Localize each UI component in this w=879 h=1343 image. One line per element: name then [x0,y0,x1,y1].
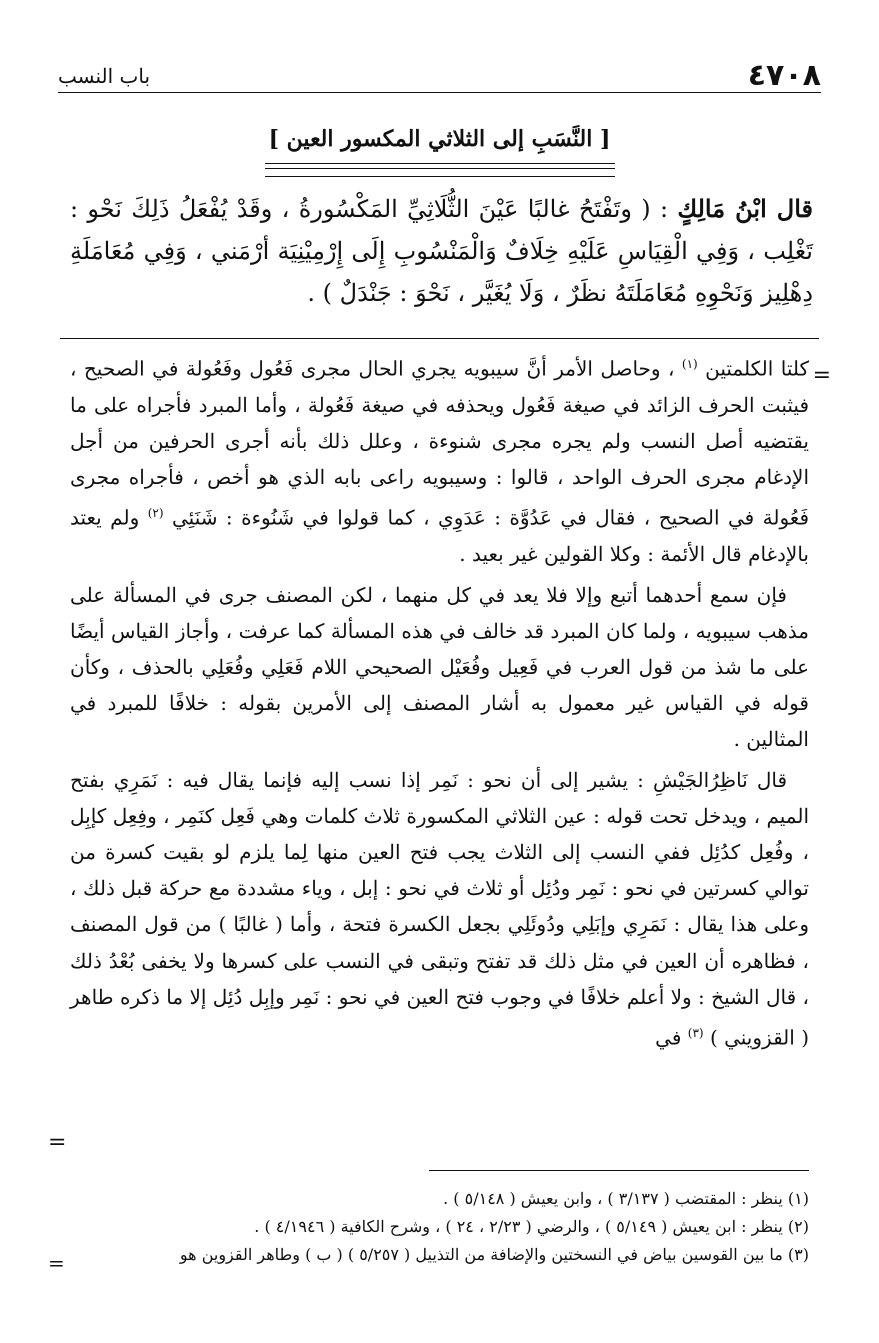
continuation-mark-start: = [812,363,831,388]
footnote-ref-3: (٣) [687,1025,704,1040]
commentary [70,346,809,1060]
footnote-ref-2: (٢) [147,506,164,521]
footnote-2: (٢) ينظر : ابن يعيش ( ٥/١٤٩ ) ، والرضي ( ٢/٢٣ ، ٢٤ ) ، وشرح الكافية ( ٤/١٩٤٦ ) . [254,1217,809,1236]
header-rule [58,92,821,93]
para1-end: ولم يعتد بالإدغام قال الأئمة : وكلا القولين غير بعيد . [70,506,809,567]
footnote-rule [429,1170,809,1171]
footnote-ref-1: (١) [681,357,698,371]
commentary-paragraph-3 [70,762,809,1056]
chapter-name: باب النسب [58,64,151,88]
running-head [58,58,821,94]
footnote-3: (٣) ما بين القوسين بياض في النسختين والإضافة من التذييل ( ٥/٢٥٧ ) ( ب ) وطاهر القزوين هو [179,1245,809,1264]
commentary-paragraph-1 [70,346,809,573]
para1-rest: ، وحاصل الأمر أنَّ سيبويه يجري الحال مجرى فَعُول وفَعُولة في الصحيح ، فيثبت الحرف الزائد في صيغة فَعُول ويحذفه في صيغة فَعُولة ، وأما المبرد فأجراه على ما يقتضيه أصل النسب ولم يجره مجرى شنوءة ، وعلل ذلك بأنه أجرى الحرفين من أجل الإدغام مجرى الحرف الواحد ، قالوا : وسيبويه راعى بابه الذي هو أخص ، فأجراه مجرى فَعُولة في الصحيح ، فقال في عَدُوَّة : عَدَوِي ، كما قولوا في شَنُوءة : شَنَئِي [70,356,810,531]
para3-text: : يشير إلى أن نحو : نَمِر إذا نسب إليه فإنما يقال فيه : نَمَرِي بفتح الميم ، ويدخل تحت قوله : عين الثلاثي المكسورة ثلاث كلمات وهي فَعِل كنَمِر ، وفِعِل كإبِل ، وفُعِل كدُئِل ففي النسب إلى الثلاث يجب فتح العين منها لِما يلزم لو بقيت كسرة من توالي كسرتين في نحو : نَمِر ودُئِل أو ثلاث في نحو : إبل ، وياء مشددة مع حركة قبل ذلك ، وعلى هذا يقال : نَمَرِي وإبَلِي ودُوئَلِي بجعل الكسرة فتحة ، وأما ( غالبًا ) من قول المصنف ، فظاهره أن العين في مثل ذلك قد تفتح وتبقى في النسب على كسرها ولا يخفى بُعْدُ ذلك ، قال الشيخ : ولا أعلم خلافًا في وجوب فتح العين في نحو : نَمِر وإبِل دُئِل إلا ما ذكره طاهر ( القزويني ) [70,767,810,1050]
footnotes [70,1185,809,1269]
para3-end: في [655,1025,682,1050]
para1-text: كلتا الكلمتين [705,356,809,381]
continuation-mark-end: = [48,1130,67,1155]
matn-body: : ( وتَفْتَحُ غالبًا عَيْنَ الثُّلَاثِيِّ المَكْسُورةُ ، وقَدْ يُفْعَلُ ذَلِكَ نَحْو : تَغْلِب ، وَفِي الْقِيَاسِ عَلَيْهِ خِلَافٌ وَالْمَنْسُوبِ إِلَى إِرْمِيْنِيَة أرْمَني ، وَفِي مُعَامَلَةِ دِهْلِيز وَنَحْوِهِ مُعَامَلَتَهُ نظَرٌ ، وَلَا يُغَيَّر ، نَحْوَ : جَنْدَلٌ ) . [70,195,813,307]
para3-speaker: قال نَاظِرُالجَيْشِ [653,767,788,792]
page-number: ٤٧٠٨ [747,58,821,93]
commentary-paragraph-2: فإن سمع أحدهما أتبع وإلا فلا يعد في كل منهما ، لكن المصنف جرى في المسألة على مذهب سيبويه ، ولما كان المبرد قد خالف في هذه المسألة كما عرفت ، وأجاز القياس أيضًا على ما شذ من قول العرب في فَعِيل وفُعَيْل الصحيحي اللام فَعَلِي وفُعَلِي بالحذف ، وكأن قوله في القياس غير معمول به أشار المصنف إلى الأمرين بقوله : خلافًا للمبرد في المثالين . [70,582,809,752]
section-title: [ النَّسَبِ إلى الثلاثي المكسور العين ] [268,126,611,152]
matn-text [70,188,813,314]
matn-speaker: قال ابْنُ مَالِكٍ [677,194,813,223]
section-divider [60,338,819,339]
title-underline [265,163,615,177]
footnote-1: (١) ينظر : المقتضب ( ٣/١٣٧ ) ، وابن يعيش ( ٥/١٤٨ ) . [443,1189,809,1208]
footnote-continuation-mark: = [48,1251,65,1275]
